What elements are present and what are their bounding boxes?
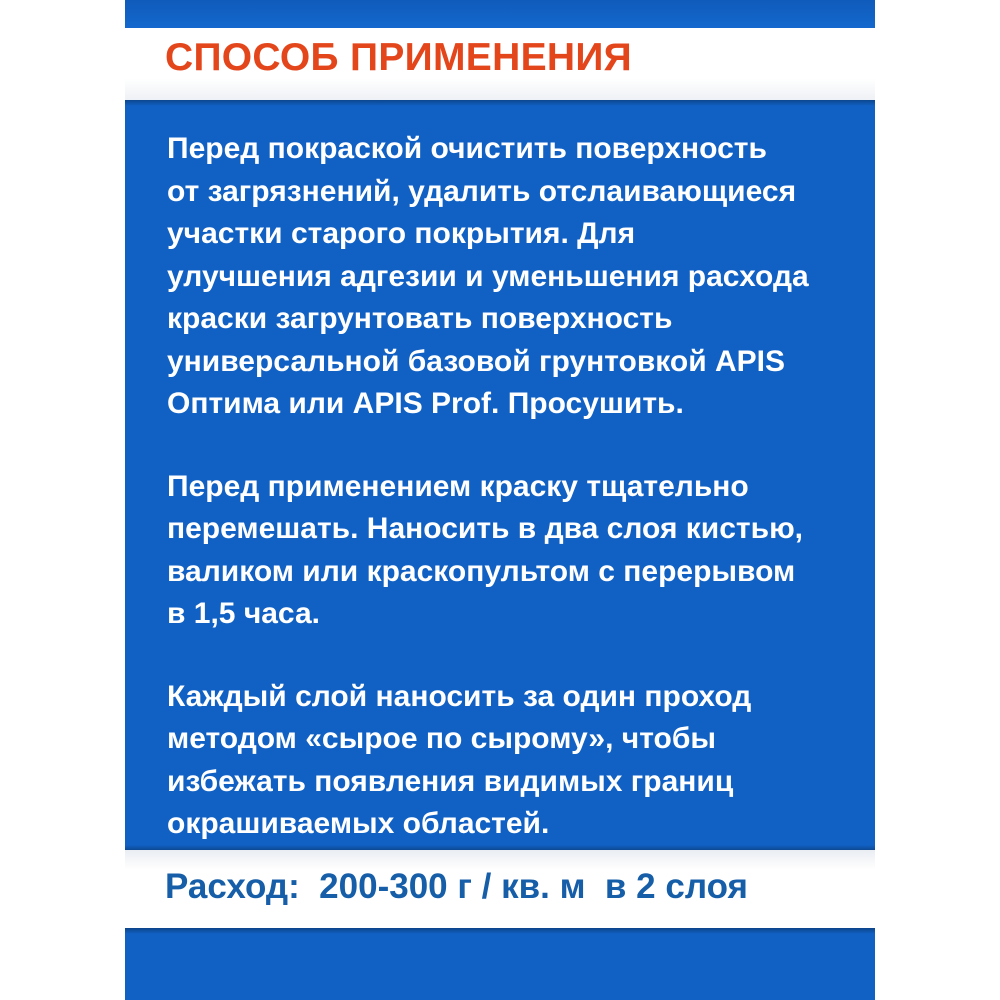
paragraph-application bbox=[167, 466, 857, 636]
instructions-body bbox=[167, 128, 857, 886]
text-line: валиком или краскопультом с перерывом bbox=[167, 554, 796, 588]
text-line: улучшения адгезии и уменьшения расхода bbox=[167, 259, 809, 293]
top-strip bbox=[125, 0, 875, 28]
text-line: универсальной базовой грунтовкой APIS bbox=[167, 344, 786, 378]
consumption-text: Расход: 200-300 г / кв. м в 2 слоя bbox=[165, 867, 748, 906]
page-title: СПОСОБ ПРИМЕНЕНИЯ bbox=[165, 36, 633, 79]
instruction-panel bbox=[125, 0, 875, 1000]
text-line: Перед применением краску тщательно bbox=[167, 469, 749, 503]
text-line: Каждый слой наносить за один проход bbox=[167, 679, 752, 713]
text-line: участки старого покрытия. Для bbox=[167, 217, 636, 250]
text-line: избежать появления видимых границ bbox=[167, 764, 734, 798]
text-line: Перед покраской очистить поверхность bbox=[167, 132, 767, 165]
text-line: перемешать. Наносить в два слоя кистью, bbox=[167, 512, 804, 545]
consumption-band bbox=[125, 850, 875, 928]
paragraph-preparation bbox=[167, 128, 857, 426]
text-line: Оптима или APIS Prof. Просушить. bbox=[167, 387, 684, 420]
text-line: краски загрунтовать поверхность bbox=[167, 302, 673, 335]
text-line: окрашиваемых областей. bbox=[167, 807, 550, 840]
title-band bbox=[125, 28, 875, 100]
text-line: в 1,5 часа. bbox=[167, 597, 320, 630]
paragraph-technique bbox=[167, 676, 857, 846]
text-line: от загрязнений, удалить отслаивающиеся bbox=[167, 174, 797, 208]
text-line: методом «сырое по сырому», чтобы bbox=[167, 722, 716, 755]
